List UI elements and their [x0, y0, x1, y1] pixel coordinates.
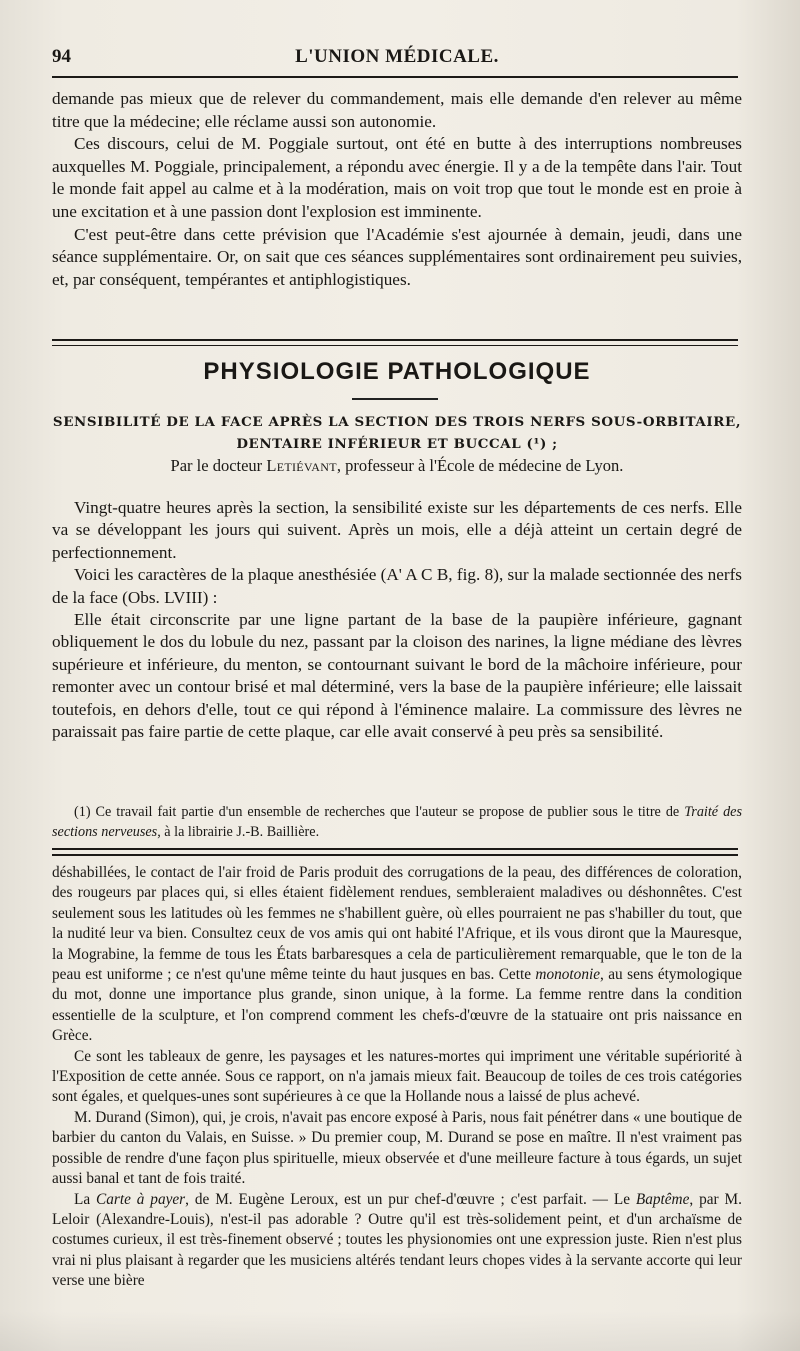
article-title-line: DENTAIRE INFÉRIEUR ET BUCCAL (¹) ;: [236, 436, 558, 452]
feuilleton-bottom: [52, 863, 742, 1292]
paragraph: [52, 1190, 742, 1292]
article-body: [52, 497, 742, 743]
text-run: , par M. Leloir (Alexandre-Louis), n'est-il pas adorable ? Outre qu'il est très-solidement peint, et d'un archaïsme de costumes curieux, il est très-finement observé ; toutes les physionomies ont une expression juste. Rien n'est plus vrai ni plus plaisant à regarder que les musiciens altérés tendant leurs chopes vides à la servante accorte qui leur verse une bière: [52, 1190, 742, 1290]
author-suffix: , professeur à l'École de médecine de Lyon.: [336, 456, 624, 475]
paragraph: [52, 863, 742, 1047]
paragraph: Elle était circonscrite par une ligne partant de la base de la paupière inférieure, gagnant obliquement le dos du lobule du nez, passant par la cloison des narines, la ligne médiane des lèvres supérieure et inférieure, du menton, se contournant suivant le bord de la mâchoire inférieure, pour remonter avec un contour brisé et mal déterminé, vers la base de la paupière inférieure; elle laissait toutefois, en dehors d'elle, tout ce qui répond à l'éminence malaire. La commissure des lèvres ne paraissait pas faire partie de cette plaque, car elle avait conservé à peu près sa sensibilité.: [52, 610, 742, 742]
article-author: [52, 456, 742, 476]
section-title-underline: [352, 398, 438, 400]
section-rule-bottom: [52, 345, 738, 346]
paragraph: Ce sont les tableaux de genre, les paysages et les natures-mortes qui impriment une véritable supériorité à l'Exposition de cette année. Sous ce rapport, on n'a jamais mieux fait. Beaucoup de toiles de ces trois catégories sont égales, et quelques-unes sont supérieures à ce que la Hollande nous a laissé de plus achevé.: [52, 1047, 742, 1106]
footnote-title: Traité des sections nerveuses: [52, 804, 742, 840]
feuilleton-top: [52, 88, 742, 291]
italic-run: Baptême: [635, 1190, 690, 1208]
page-edge-shadow: [0, 1311, 800, 1351]
page-header: [52, 42, 742, 72]
feuilleton-rule-bottom: [52, 854, 738, 856]
running-title: L'UNION MÉDICALE.: [295, 46, 499, 67]
footnote: [52, 802, 742, 842]
paragraph: M. Durand (Simon), qui, je crois, n'avait pas encore exposé à Paris, nous fait pénétrer dans « une boutique de barbier du canton du Valais, en Suisse. » Du premier coup, M. Durand se pose en maître. Il n'est vraiment pas possible de rendre d'une façon plus spirituelle, mieux observée et d'une meilleure facture à tous égards, un sujet aussi banal et tant de fois traité.: [52, 1108, 742, 1188]
feuilleton-rule-top: [52, 848, 738, 850]
section-title: PHYSIOLOGIE PATHOLOGIQUE: [203, 358, 591, 385]
italic-run: Carte à payer: [96, 1190, 186, 1208]
section-rule-top: [52, 339, 738, 341]
author-prefix: Par le docteur: [170, 456, 267, 475]
text-run: , de M. Eugène Leroux, est un pur chef-d'œuvre ; c'est parfait. — Le: [185, 1190, 636, 1208]
page-number: 94: [52, 46, 71, 67]
footnote-part: (1) Ce travail fait partie d'un ensemble de recherches que l'auteur se propose de publier sous le titre de: [74, 804, 685, 820]
article-title: [52, 411, 742, 455]
paragraph: Ces discours, celui de M. Poggiale surtout, ont été en butte à des interruptions nombreuses auxquelles M. Poggiale, principalement, a répondu avec énergie. Il y a de la tempête dans l'air. Tout le monde fait appel au calme et à la modération, mais on voit trop que tout le monde est en proie à une excitation et à une passion dont l'explosion est imminente.: [52, 134, 742, 221]
paragraph: C'est peut-être dans cette prévision que l'Académie s'est ajournée à demain, jeudi, dans une séance supplémentaire. Or, on sait que ces séances supplémentaires sont ordinairement peu suivies, et, par conséquent, tempérantes et antiphlogistiques.: [52, 224, 742, 289]
paragraph: demande pas mieux que de relever du commandement, mais elle demande d'en relever au même titre que la médecine; elle réclame aussi son autonomie.: [52, 89, 742, 131]
footnote-part: , à la librairie J.-B. Baillière.: [157, 824, 320, 840]
article-title-line: SENSIBILITÉ DE LA FACE APRÈS LA SECTION DES TROIS NERFS SOUS-ORBITAIRE,: [52, 414, 742, 430]
text-run: La: [74, 1190, 97, 1208]
header-rule: [52, 76, 738, 78]
paragraph: Vingt-quatre heures après la section, la sensibilité existe sur les départements de ces nerfs. Elle va se développant les jours qui suivent. Après un mois, elle a déjà atteint un certain degré de perfectionnement.: [52, 498, 742, 562]
paragraph: Voici les caractères de la plaque anesthésiée (A' A C B, fig. 8), sur la malade sectionnée des nerfs de la face (Obs. LVIII) :: [52, 565, 742, 607]
author-name: Letiévant: [266, 456, 337, 475]
text-run: , au sens étymologique du mot, donne une importance plus grande, sinon unique, à la forme. La femme rentre dans la condition essentielle de la sculpture, et l'on comprend comment les chefs-d'œuvre de la statuaire ont pris naissance en Grèce.: [52, 966, 742, 1045]
text-run: déshabillées, le contact de l'air froid de Paris produit des corrugations de la peau, des différences de coloration, des rougeurs par places qui, si elles étaient fidèlement rendues, sembleraient maladives ou déshonnêtes. C'est seulement sous les latitudes où les femmes ne s'habillent guère, où elles pourraient ne pas s'habiller du tout, que la nudité leur va bien. Consultez ceux de vos amis qui ont habité l'Afrique, et ils vous diront que la Mauresque, la Mograbine, la femme de tous les États barbaresques a cela de particulièrement remarquable, que le ton de la peau est uniforme ; ce n'est qu'une même teinte du haut jusques en bas. Cette: [52, 864, 742, 984]
italic-run: monotonie: [535, 966, 601, 984]
footnote-text: [52, 802, 742, 842]
